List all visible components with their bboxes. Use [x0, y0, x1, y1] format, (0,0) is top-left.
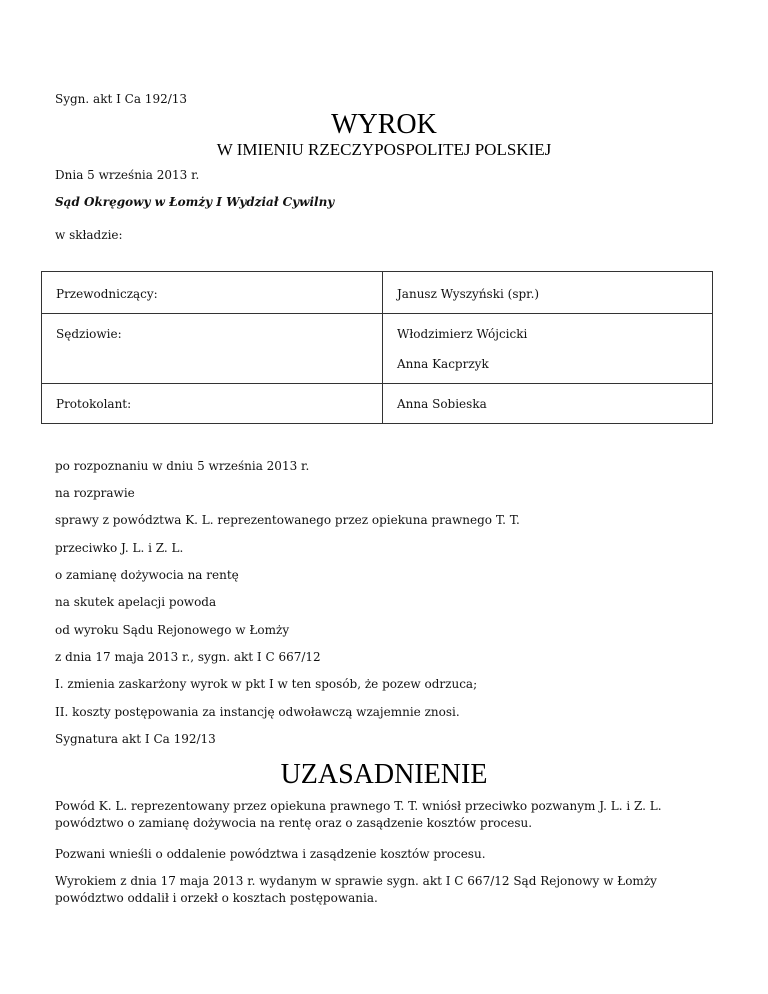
- case-signature-bottom: Sygnatura akt I Ca 192/13: [55, 732, 216, 746]
- document-title: WYROK: [331, 109, 437, 140]
- composition-row-clerk: [42, 384, 713, 424]
- body-line-4: przeciwko J. L. i Z. L.: [55, 541, 184, 555]
- body-line-5: o zamianę dożywocia na rentę: [55, 568, 239, 582]
- composition-intro: w składzie:: [55, 228, 123, 242]
- body-line-6: na skutek apelacji powoda: [55, 595, 217, 609]
- composition-row-presiding: [42, 272, 713, 314]
- case-signature-top: Sygn. akt I Ca 192/13: [55, 92, 188, 106]
- role-presiding: Przewodniczący:: [56, 287, 158, 301]
- court-name: Sąd Okręgowy w Łomży I Wydział Cywilny: [55, 195, 335, 209]
- justification-paragraph-2: Pozwani wnieśli o oddalenie powództwa i zasądzenie kosztów procesu.: [55, 847, 486, 861]
- name-judge-2: Anna Kacprzyk: [397, 357, 489, 371]
- body-line-7: od wyroku Sądu Rejonowego w Łomży: [55, 623, 290, 637]
- body-line-2: na rozprawie: [55, 486, 135, 500]
- ruling-point-1: I. zmienia zaskarżony wyrok w pkt I w ten sposób, że pozew odrzuca;: [55, 677, 478, 691]
- composition-row-judges: [42, 314, 713, 384]
- justification-title: UZASADNIENIE: [280, 759, 488, 790]
- body-line-8: z dnia 17 maja 2013 r., sygn. akt I C 667/12: [55, 650, 321, 664]
- body-line-3: sprawy z powództwa K. L. reprezentowanego przez opiekuna prawnego T. T.: [55, 513, 520, 527]
- name-clerk: Anna Sobieska: [397, 397, 487, 411]
- name-judge-1: Włodzimierz Wójcicki: [397, 327, 528, 341]
- judgment-date: Dnia 5 września 2013 r.: [55, 168, 200, 182]
- name-presiding: Janusz Wyszyński (spr.): [397, 287, 540, 301]
- justification-paragraph-3: Wyrokiem z dnia 17 maja 2013 r. wydanym w sprawie sygn. akt I C 667/12 Sąd Rejonowy w Łomży powództwo oddalił i orzekł o kosztach postępowania.: [55, 874, 657, 905]
- ruling-point-2: II. koszty postępowania za instancję odwoławczą wzajemnie znosi.: [55, 705, 460, 719]
- role-judges: Sędziowie:: [56, 327, 122, 341]
- document-subtitle: W IMIENIU RZECZYPOSPOLITEJ POLSKIEJ: [216, 140, 552, 159]
- role-clerk: Protokolant:: [56, 397, 132, 411]
- court-composition-table: [41, 271, 713, 424]
- body-line-1: po rozpoznaniu w dniu 5 września 2013 r.: [55, 459, 310, 473]
- justification-paragraph-1: Powód K. L. reprezentowany przez opiekuna prawnego T. T. wniósł przeciwko pozwanym J. L. i Z. L. powództwo o zamianę dożywocia na rentę oraz o zasądzenie kosztów procesu.: [55, 799, 662, 830]
